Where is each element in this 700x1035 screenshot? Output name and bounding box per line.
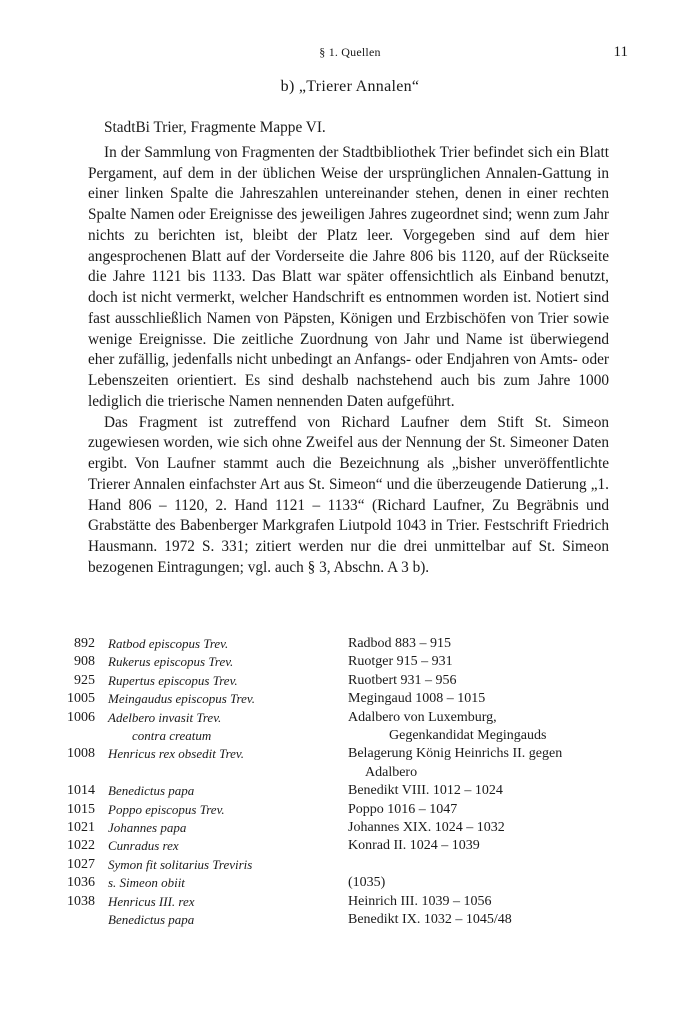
- annal-modern: Ruotbert 931 – 956: [348, 672, 457, 688]
- body-text: [88, 118, 609, 579]
- paragraph: In der Sammlung von Fragmenten der Stadtbibliothek Trier befindet sich ein Blatt Pergament, auf dem in der üblichen Weise der ursprünglichen Annalen-Gattung in einer linken Spalte die Jahreszahlen untereinander stehen, denen in einer rechten Spalte Namen oder Ereignisse des jeweiligen Jahres zugeordnet sind; wenn zum Jahr nichts zu berichten ist, bleibt der Platz leer. Vorgegeben sind auf dem hier angesprochenen Blatt auf der Vorderseite die Jahre 806 bis 1120, auf der Rückseite die Jahre 1121 bis 1133. Das Blatt war später offensichtlich als Einband benutzt, doch ist nicht vermerkt, welcher Handschrift es entnommen worden ist. Notiert sind fast ausschließlich Namen von Päpsten, Königen und Erzbischöfen von Trier sowie wenige Ereignisse. Die zeitliche Zuordnung von Jahr und Name ist überwiegend eher zufällig, jedenfalls nicht unbedingt an Anfangs- oder Endjahren von Amts- oder Lebenszeiten orientiert. Es sind deshalb nachstehend auch bis zum Jahre 1000 lediglich die trierische Namen nennenden Daten aufgeführt.: [88, 143, 609, 410]
- annal-row: [60, 782, 640, 800]
- annal-row-continuation: [60, 727, 640, 745]
- annal-year: 908: [74, 654, 95, 670]
- annal-year: 1005: [67, 691, 95, 707]
- annal-year: 1015: [67, 801, 95, 817]
- annal-row-continuation: [60, 764, 640, 782]
- annal-year: [60, 727, 95, 745]
- annal-latin: Ratbod episcopus Trev.: [108, 636, 229, 651]
- annal-latin: Henricus III. rex: [108, 893, 195, 909]
- annal-modern: Ruotger 915 – 931: [348, 654, 453, 670]
- annal-latin: Johannes papa: [108, 820, 187, 836]
- annal-modern: Benedikt VIII. 1012 – 1024: [348, 783, 503, 799]
- annal-year: [60, 911, 95, 929]
- annal-row: [60, 635, 640, 653]
- annal-modern: Adalbero von Luxemburg,: [348, 709, 497, 725]
- annal-latin: Cunradus rex: [108, 838, 179, 854]
- annal-modern: Konrad II. 1024 – 1039: [348, 838, 480, 854]
- annal-row: [60, 893, 640, 911]
- annal-latin: Rupertus episcopus Trev.: [108, 672, 238, 688]
- annal-year: 1021: [67, 820, 95, 836]
- annal-modern: Benedikt IX. 1032 – 1045/48: [348, 912, 512, 928]
- annal-modern: Heinrich III. 1039 – 1056: [348, 893, 492, 909]
- annal-row: [60, 801, 640, 819]
- annal-latin: s. Simeon obiit: [108, 875, 185, 891]
- annal-year: 1036: [67, 875, 95, 891]
- annal-modern: Gegenkandidat Megingauds: [389, 728, 547, 744]
- annal-latin: Adelbero invasit Trev.: [108, 709, 222, 725]
- annal-row: [60, 709, 640, 727]
- annal-year: 1006: [67, 709, 95, 725]
- annal-latin: [95, 764, 313, 782]
- annal-row: [60, 745, 640, 763]
- annal-year: 1008: [67, 746, 95, 762]
- annal-latin: Meingaudus episcopus Trev.: [108, 691, 255, 707]
- annal-modern: Radbod 883 – 915: [348, 636, 452, 651]
- annal-row: [60, 911, 640, 929]
- manuscript-signature: StadtBi Trier, Fragmente Mappe VI.: [104, 119, 326, 136]
- annal-year: [60, 764, 95, 782]
- annal-row: [60, 672, 640, 690]
- annal-year: 1014: [67, 783, 95, 799]
- annal-modern: Adalbero: [365, 764, 418, 780]
- annal-year: 1027: [67, 856, 95, 872]
- annal-latin: Henricus rex obsedit Trev.: [108, 746, 244, 762]
- running-head: [0, 44, 700, 64]
- annal-row: [60, 690, 640, 708]
- annal-modern: (1035): [348, 875, 386, 891]
- paragraph: Das Fragment ist zutreffend von Richard Laufner dem Stift St. Simeon zugewiesen worden, wie sich ohne Zweifel aus der Nennung der St. Simeoner Daten ergibt. Von Laufner stammt auch die Bezeichnung als „bisher unveröffentlichte Trierer Annalen einfachster Art aus St. Simeon“ und die überzeugende Datierung „1. Hand 806 – 1120, 2. Hand 1121 – 1133“ (Richard Laufner, Zu Begräbnis und Grabstätte des Babenberger Markgrafen Liutpold 1043 in Trier. Festschrift Friedrich Hausmann. 1972 S. 331; zitiert werden nur die drei unmittelbar auf St. Simeon bezogenen Eintragungen; vgl. auch § 3, Abschn. A 3 b).: [88, 413, 609, 576]
- annal-modern: [313, 856, 640, 874]
- annals-table: [60, 635, 640, 930]
- section-heading: b) „Trierer Annalen“: [280, 78, 420, 95]
- annal-modern: Megingaud 1008 – 1015: [348, 691, 486, 707]
- page-number: 11: [613, 44, 628, 60]
- annal-year: 925: [74, 672, 95, 688]
- annal-row: [60, 856, 640, 874]
- annal-latin: Benedictus papa: [108, 912, 195, 928]
- annal-year: 1038: [67, 893, 95, 909]
- annal-latin: Poppo episcopus Trev.: [108, 801, 225, 817]
- annal-modern: Belagerung König Heinrichs II. gegen: [348, 746, 563, 762]
- annal-row: [60, 874, 640, 892]
- annal-modern: Johannes XIX. 1024 – 1032: [348, 820, 505, 836]
- running-title: § 1. Quellen: [319, 45, 381, 59]
- annal-row: [60, 653, 640, 671]
- annal-year: 1022: [67, 838, 95, 854]
- annal-latin: Benedictus papa: [108, 783, 195, 799]
- annal-row: [60, 819, 640, 837]
- annal-latin: Symon fit solitarius Treviris: [108, 856, 253, 872]
- annal-modern: Poppo 1016 – 1047: [348, 801, 458, 817]
- annal-latin: contra creatum: [132, 728, 212, 744]
- annal-row: [60, 837, 640, 855]
- annal-year: 892: [74, 636, 95, 651]
- annal-latin: Rukerus episcopus Trev.: [108, 654, 234, 670]
